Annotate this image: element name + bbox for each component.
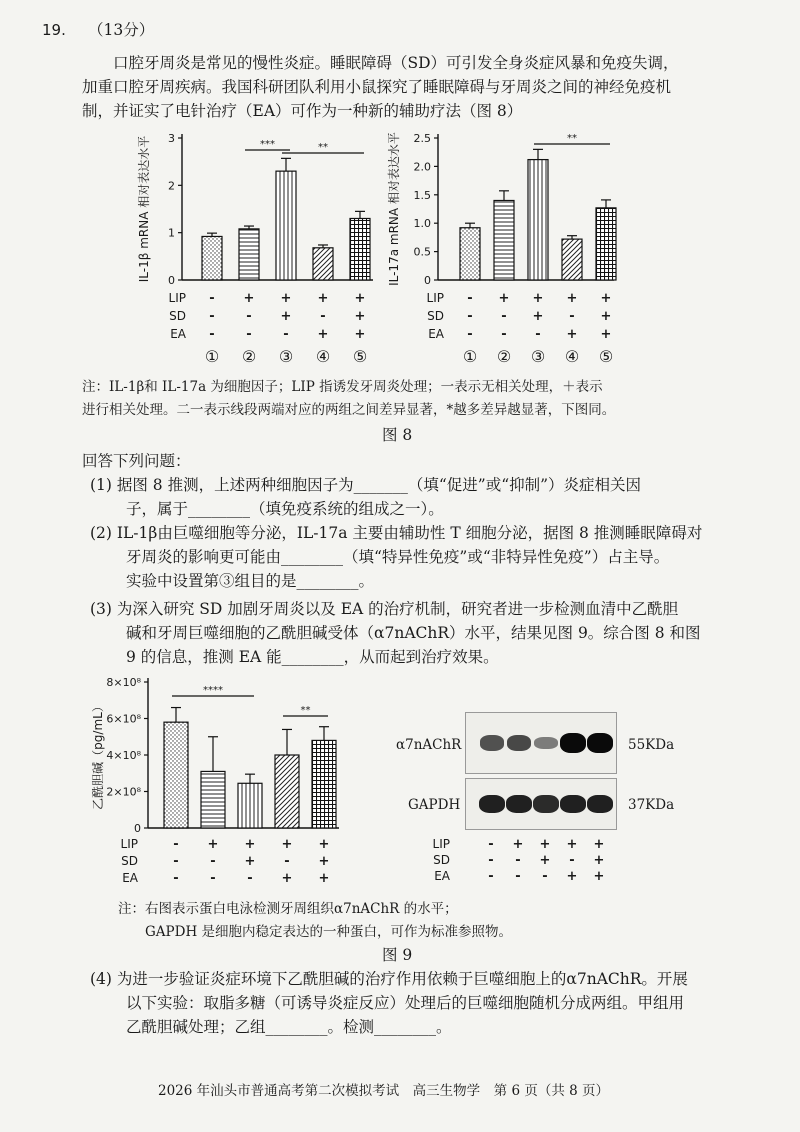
fig8-note-line-2: 进行相关处理。二一表示线段两端对应的两组之间差异显著，*越多差异越显著，下图同。 xyxy=(82,402,616,418)
group-label: ② xyxy=(241,347,257,366)
treatment-row-label: EA xyxy=(428,327,444,341)
blot-treatment-mark: + xyxy=(593,837,605,852)
y-tick-label: 1.5 xyxy=(413,188,431,202)
treatment-mark: + xyxy=(281,871,293,886)
blot-band-3 xyxy=(533,795,558,813)
blot-treatment-mark: + xyxy=(539,837,551,852)
bar-5 xyxy=(312,740,336,828)
bar-2 xyxy=(201,771,225,828)
bar-1 xyxy=(202,236,222,280)
blot-band-1 xyxy=(480,735,505,751)
treatment-row-label: SD xyxy=(169,309,186,323)
bar-5 xyxy=(350,218,370,280)
group-label: ① xyxy=(204,347,220,366)
treatment-mark: - xyxy=(284,854,290,869)
q2-line-2: 牙周炎的影响更可能由________（填“特异性免疫”或“非特异性免疫”）占主导。 xyxy=(126,548,670,566)
acetylcholine-bar-chart xyxy=(88,672,388,892)
blot-band-4 xyxy=(560,795,586,814)
bar-5 xyxy=(596,208,616,280)
questions-header: 回答下列问题： xyxy=(82,452,191,470)
group-label: ③ xyxy=(530,347,546,366)
y-axis-label: 乙酰胆碱（pg/mL） xyxy=(91,700,105,810)
blot-row1-label: α7nAChR xyxy=(396,737,462,753)
fig9-note-line-2: GAPDH 是细胞内稳定表达的一种蛋白，可作为标准参照物。 xyxy=(145,924,513,940)
treatment-mark: - xyxy=(246,309,252,324)
group-label: ⑤ xyxy=(598,347,614,366)
treatment-row-label: SD xyxy=(427,309,444,323)
blot-treatment-mark: - xyxy=(569,853,575,868)
treatment-mark: + xyxy=(280,291,292,306)
y-tick-label: 8×10⁸ xyxy=(106,676,141,689)
bar-4 xyxy=(313,248,333,280)
treatment-row-label: SD xyxy=(121,854,138,868)
treatment-mark: - xyxy=(173,871,179,886)
q4-line-3: 乙酰胆碱处理；乙组________。检测________。 xyxy=(126,1018,452,1036)
question-number: 19. xyxy=(42,21,66,39)
treatment-mark: + xyxy=(318,871,330,886)
treatment-mark: - xyxy=(209,327,215,342)
y-tick-label: 2.5 xyxy=(413,132,431,145)
q2-line-1: (2) IL-1β由巨噬细胞等分泌，IL-17a 主要由辅助性 T 细胞分泌，据图 8 推测睡眠障碍对 xyxy=(90,524,703,542)
blot-treatment-mark: + xyxy=(539,853,551,868)
question-score: （13分） xyxy=(88,21,155,39)
blot-treatment-mark: + xyxy=(593,869,605,884)
treatment-mark: - xyxy=(210,871,216,886)
intro-line-3: 制，并证实了电针治疗（EA）可作为一种新的辅助疗法（图 8） xyxy=(82,102,523,120)
western-blot-panel xyxy=(390,700,690,890)
y-tick-label: 1.0 xyxy=(413,217,431,231)
y-tick-label: 0 xyxy=(424,274,431,287)
treatment-mark: + xyxy=(600,291,612,306)
treatment-mark: + xyxy=(354,327,366,342)
blot-treatment-mark: + xyxy=(593,853,605,868)
intro-line-2: 加重口腔牙周疾病。我国科研团队利用小鼠探究了睡眠障碍与牙周炎之间的神经免疫机 xyxy=(82,78,672,96)
treatment-mark: - xyxy=(467,327,473,342)
il1b-bar-chart xyxy=(130,128,380,376)
significance-label: ** xyxy=(567,133,577,144)
treatment-mark: - xyxy=(501,327,507,342)
treatment-mark: - xyxy=(320,309,326,324)
blot-treatment-mark: - xyxy=(488,837,494,852)
bar-2 xyxy=(494,200,514,280)
treatment-mark: - xyxy=(467,291,473,306)
y-tick-label: 1 xyxy=(168,226,175,240)
treatment-mark: - xyxy=(535,327,541,342)
treatment-mark: + xyxy=(600,309,612,324)
blot-treatment-mark: - xyxy=(542,869,548,884)
blot-treatment-mark: + xyxy=(512,837,524,852)
y-tick-label: 6×10⁸ xyxy=(106,712,141,726)
y-axis-label: IL-1β mRNA 相对表达水平 xyxy=(137,135,151,283)
treatment-row-label: LIP xyxy=(120,837,138,851)
treatment-mark: - xyxy=(569,309,575,324)
blot-treatment-row-label: LIP xyxy=(432,837,450,851)
treatment-mark: + xyxy=(566,327,578,342)
q4-line-2: 以下实验：取脂多糖（可诱导炎症反应）处理后的巨噬细胞随机分成两组。甲组用 xyxy=(126,994,685,1012)
bar-2 xyxy=(239,229,259,280)
blot-treatment-row-label: EA xyxy=(434,869,450,883)
significance-label: **** xyxy=(203,685,223,696)
treatment-row-label: LIP xyxy=(426,291,444,305)
fig8-note-line-1: 注：IL-1β和 IL-17a 为细胞因子；LIP 指诱发牙周炎处理；一表示无相关处理，＋表示 xyxy=(82,379,603,395)
y-tick-label: 2 xyxy=(168,179,175,193)
treatment-mark: - xyxy=(209,309,215,324)
blot-treatment-mark: + xyxy=(566,837,578,852)
bar-3 xyxy=(276,171,296,280)
treatment-mark: + xyxy=(281,837,293,852)
q3-line-1: (3) 为深入研究 SD 加剧牙周炎以及 EA 的治疗机制，研究者进一步检测血清中乙酰胆 xyxy=(90,600,679,618)
group-label: ② xyxy=(496,347,512,366)
treatment-mark: + xyxy=(354,309,366,324)
bar-3 xyxy=(238,783,262,828)
fig8-caption: 图 8 xyxy=(382,426,413,444)
treatment-mark: + xyxy=(566,291,578,306)
treatment-mark: - xyxy=(209,291,215,306)
blot-row1-size: 55KDa xyxy=(628,737,675,753)
group-label: ④ xyxy=(315,347,331,366)
y-tick-label: 0 xyxy=(134,822,141,835)
q2-line-3: 实验中设置第③组目的是________。 xyxy=(126,572,375,590)
treatment-mark: + xyxy=(207,837,219,852)
treatment-mark: + xyxy=(354,291,366,306)
significance-label: ** xyxy=(318,142,328,153)
q4-line-1: (4) 为进一步验证炎症环境下乙酰胆碱的治疗作用依赖于巨噬细胞上的α7nAChR。开展 xyxy=(90,970,688,988)
bar-1 xyxy=(164,722,188,828)
treatment-mark: + xyxy=(532,291,544,306)
treatment-mark: - xyxy=(246,327,252,342)
bar-1 xyxy=(460,228,480,280)
y-tick-label: 2.0 xyxy=(413,160,431,174)
treatment-row-label: LIP xyxy=(168,291,186,305)
treatment-mark: + xyxy=(317,327,329,342)
treatment-row-label: EA xyxy=(170,327,186,341)
blot-band-2 xyxy=(507,735,532,751)
group-label: ⑤ xyxy=(352,347,368,366)
treatment-mark: + xyxy=(318,854,330,869)
fig9-caption: 图 9 xyxy=(382,946,413,964)
q3-line-2: 碱和牙周巨噬细胞的乙酰胆碱受体（α7nAChR）水平，结果见图 9。综合图 8 和图 xyxy=(126,624,701,642)
y-tick-label: 0 xyxy=(168,274,175,287)
treatment-mark: + xyxy=(243,291,255,306)
blot-treatment-mark: - xyxy=(488,869,494,884)
y-tick-label: 0.5 xyxy=(413,245,431,259)
treatment-mark: - xyxy=(247,871,253,886)
treatment-mark: + xyxy=(532,309,544,324)
treatment-mark: + xyxy=(317,291,329,306)
treatment-mark: + xyxy=(600,327,612,342)
q3-line-3: 9 的信息，推测 EA 能________，从而起到治疗效果。 xyxy=(126,648,499,666)
treatment-mark: + xyxy=(244,854,256,869)
blot-membrane-alpha7 xyxy=(465,712,617,774)
blot-band-5 xyxy=(587,733,613,753)
treatment-mark: + xyxy=(318,837,330,852)
bar-4 xyxy=(275,755,299,828)
treatment-mark: + xyxy=(498,291,510,306)
page-footer: 2026 年汕头市普通高考第二次模拟考试 高三生物学 第 6 页（共 8 页） xyxy=(158,1083,609,1099)
treatment-mark: + xyxy=(244,837,256,852)
blot-band-2 xyxy=(506,795,532,814)
y-axis-label: IL-17a mRNA 相对表达水平 xyxy=(387,132,401,286)
treatment-mark: - xyxy=(173,854,179,869)
y-tick-label: 2×10⁸ xyxy=(106,785,141,799)
blot-treatment-mark: - xyxy=(515,869,521,884)
treatment-mark: - xyxy=(501,309,507,324)
blot-membrane-gapdh xyxy=(465,778,617,830)
treatment-mark: - xyxy=(173,837,179,852)
il17a-bar-chart xyxy=(380,128,650,376)
blot-treatment-mark: + xyxy=(566,869,578,884)
blot-row2-size: 37KDa xyxy=(628,797,675,813)
fig9-note-line-1: 注：右图表示蛋白电泳检测牙周组织α7nAChR 的水平； xyxy=(118,901,458,917)
y-tick-label: 4×10⁸ xyxy=(106,749,141,762)
group-label: ④ xyxy=(564,347,580,366)
significance-label: ** xyxy=(300,705,311,716)
blot-band-4 xyxy=(560,733,586,753)
blot-band-5 xyxy=(587,795,613,814)
blot-treatment-row-label: SD xyxy=(433,853,450,867)
q1-line-2: 子，属于________（填免疫系统的组成之一）。 xyxy=(126,500,444,518)
y-tick-label: 3 xyxy=(168,132,175,145)
treatment-mark: + xyxy=(280,309,292,324)
bar-3 xyxy=(528,160,548,280)
treatment-mark: - xyxy=(210,854,216,869)
blot-treatment-mark: - xyxy=(488,853,494,868)
treatment-mark: - xyxy=(467,309,473,324)
blot-treatment-table xyxy=(428,834,628,890)
treatment-row-label: EA xyxy=(122,871,138,885)
group-label: ① xyxy=(462,347,478,366)
q1-line-1: (1) 据图 8 推测，上述两种细胞因子为_______（填“促进”或“抑制”）炎症相关因 xyxy=(90,476,642,494)
significance-label: *** xyxy=(260,139,275,150)
blot-treatment-mark: - xyxy=(515,853,521,868)
treatment-mark: - xyxy=(283,327,289,342)
blot-row2-label: GAPDH xyxy=(408,797,461,813)
blot-band-1 xyxy=(479,795,505,814)
bar-4 xyxy=(562,239,582,280)
group-label: ③ xyxy=(278,347,294,366)
intro-line-1: 口腔牙周炎是常见的慢性炎症。睡眠障碍（SD）可引发全身炎症风暴和免疫失调， xyxy=(113,54,679,72)
blot-band-3 xyxy=(534,737,558,750)
